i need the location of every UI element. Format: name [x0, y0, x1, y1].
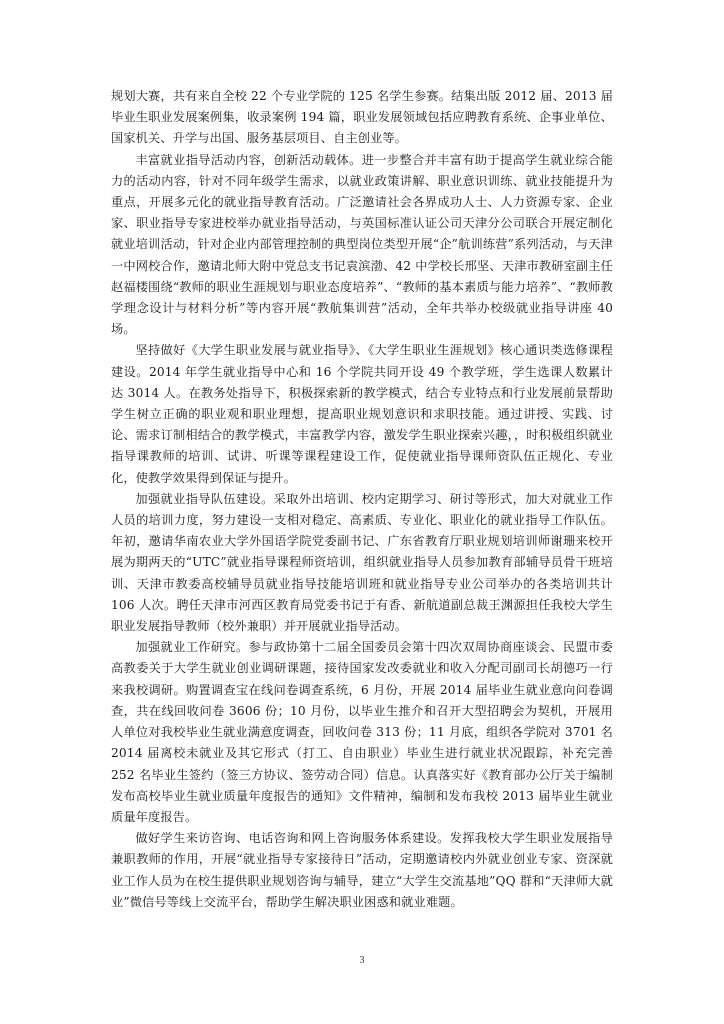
- paragraph-5-research: 加强就业工作研究。参与政协第十二届全国委员会第十四次双周协商座谈会、民盟市委高教委关于大学生就业创业调研课题，接待国家发改委就业和收入分配司副司长胡德巧一行来我校调研。购置调查宝在线问卷调查系统，6 月份，开展 2014 届毕业生就业意向问卷调查，共在线回收问卷 3606 份；10 月份，以毕业生推介和召开大型招聘会为契机，开展用人单位对我校毕业生就业满意度调查，回收问卷 313 份；11 月底，组织各学院对 3701 名 2014 届离校未就业及其它形式（打工、自由职业）毕业生进行就业状况跟踪，补充完善 252 名毕业生签约（签三方协议、签劳动合同）信息。认真落实好《教育部办公厅关于编制发布高校毕业生就业质量年度报告的通知》文件精神，编制和发布我校 2013 届毕业生就业质量年度报告。: [111, 640, 613, 824]
- paragraph-3-courses: 坚持做好《大学生职业发展与就业指导》、《大学生职业生涯规划》核心通识类选修课程建设。2014 年学生就业指导中心和 16 个学院共同开设 49 个教学班，学生选课人数累计达 3014 人。在教务处指导下，积极探索新的教学模式，结合专业特点和行业发展前景帮助学生树立正确的职业观和职业理想，提高职业规划意识和求职技能。通过讲授、实践、讨论、需求订制相结合的教学模式，丰富教学内容，激发学生职业探索兴趣，，时积极组织就业指导课教师的培训、试讲、听课等课程建设工作，促使就业指导课师资队伍正规化、专业化，使教学效果得到保证与提升。: [111, 343, 613, 485]
- paragraph-6-consulting: 做好学生来访咨询、电话咨询和网上咨询服务体系建设。发挥我校大学生职业发展指导兼职教师的作用，开展“就业指导专家接待日”活动，定期邀请校内外就业创业专家、资深就业工作人员为在校生提供职业规划咨询与辅导，建立“大学生交流基地”QQ 群和“天津师大就业”微信号等线上交流平台，帮助学生解决职业困惑和就业难题。: [111, 831, 613, 909]
- paragraph-1-continued: 规划大赛，共有来自全校 22 个专业学院的 125 名学生参赛。结集出版 2012 届、2013 届毕业生职业发展案例集，收录案例 194 篇，职业发展领域包括应聘教育系统、企事业单位、国家机关、升学与出国、服务基层项目、自主创业等。: [111, 89, 613, 146]
- paragraph-2-activities: 丰富就业指导活动内容，创新活动载体。进一步整合并丰富有助于提高学生就业综合能力的活动内容，针对不同年级学生需求，以就业政策讲解、职业意识训练、就业技能提升为重点，开展多元化的就业指导教育活动。广泛邀请社会各界成功人士、人力资源专家、企业家、职业指导专家进校举办就业指导活动，与英国标准认证公司天津分公司联合开展定制化就业培训活动，针对企业内部管理控制的典型岗位类型开展“企”航训练营”系列活动，与天津一中网校合作，邀请北师大附中党总支书记袁滨渤、42 中学校长邢坚、天津市教研室副主任赵福楼围绕“教师的职业生涯规划与职业态度培养”、“教师的基本素质与能力培养”、“教师教学理念设计与材料分析”等内容开展“教航集训营”活动，全年共举办校级就业指导讲座 40 场。: [111, 152, 613, 337]
- document-body: [111, 86, 613, 913]
- page-number: 3: [359, 955, 365, 966]
- paragraph-4-team: 加强就业指导队伍建设。采取外出培训、校内定期学习、研讨等形式，加大对就业工作人员的培训力度，努力建设一支相对稳定、高素质、专业化、职业化的就业指导工作队伍。年初，邀请华南农业大学外国语学院党委副书记、广东省教育厅职业规划培训师谢珊来校开展为期两天的“UTC”就业指导课程师资培训，组织就业指导人员参加教育部辅导员骨干班培训、天津市教委高校辅导员就业指导技能培训班和就业指导专业公司举办的各类培训共计 106 人次。聘任天津市河西区教育局党委书记于有香、新航道副总裁王渊源担任我校大学生职业发展指导教师（校外兼职）并开展就业指导活动。: [111, 491, 613, 634]
